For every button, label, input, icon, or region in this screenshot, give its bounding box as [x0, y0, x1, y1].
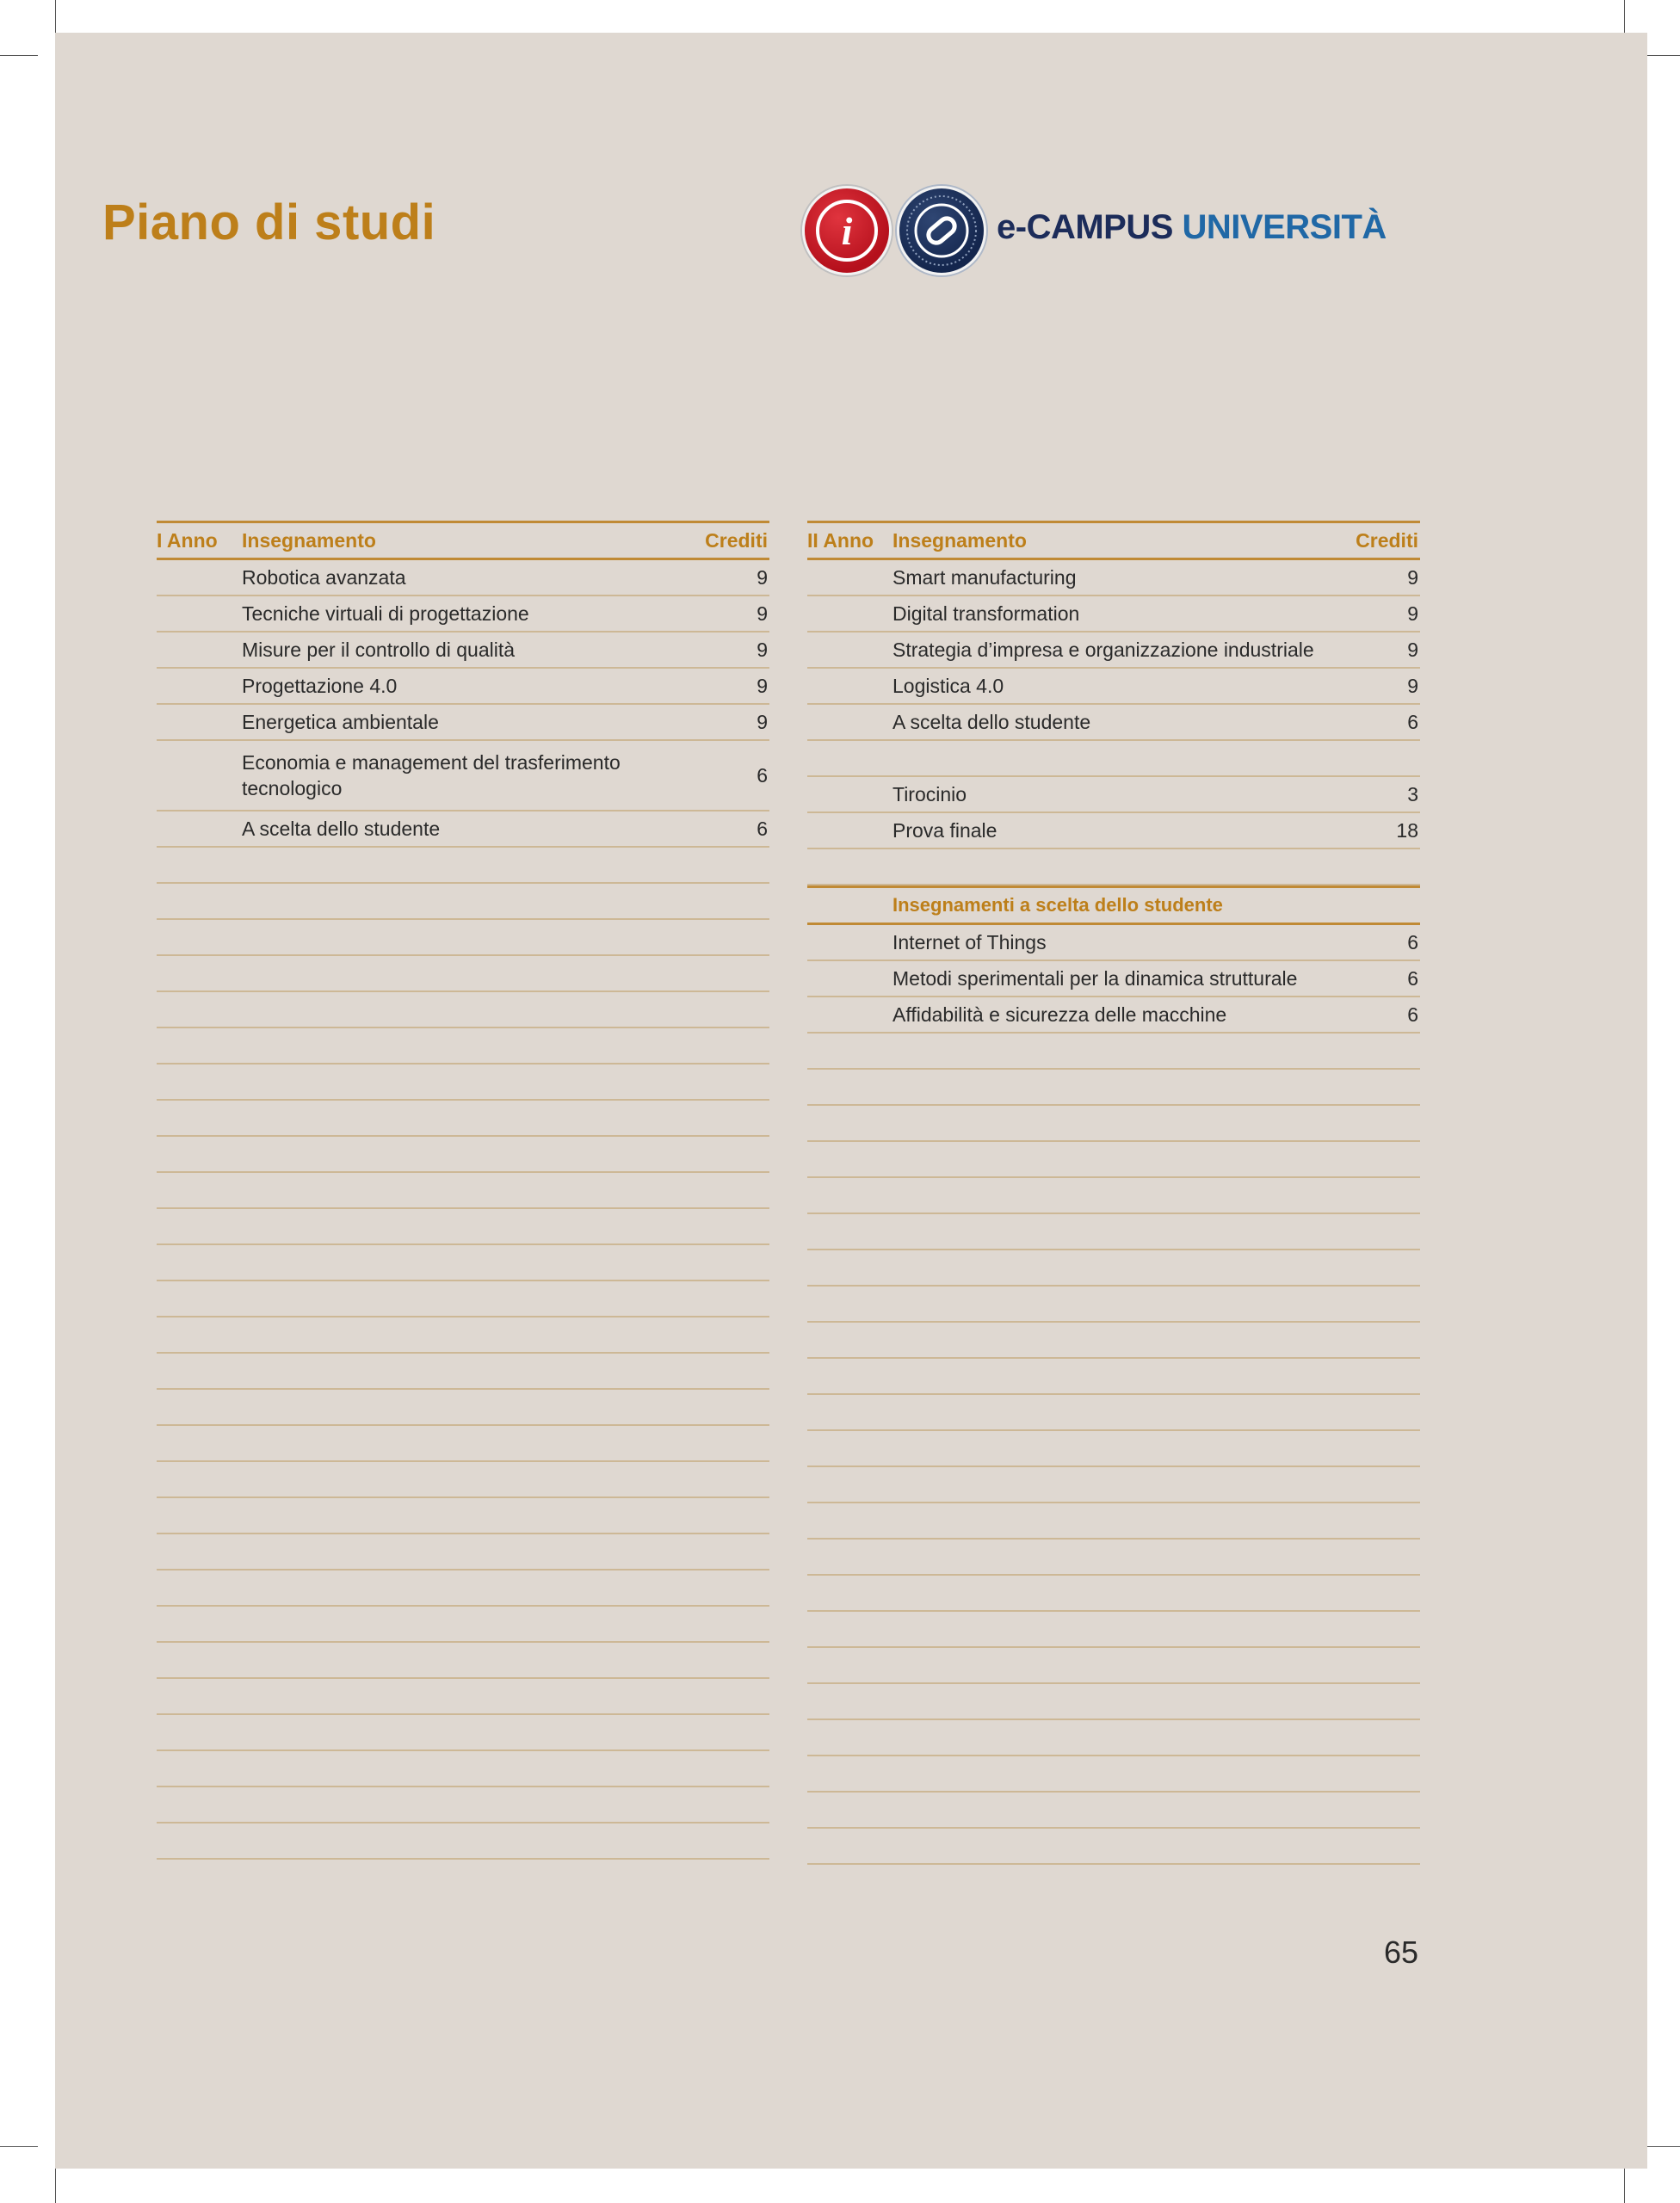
course-name: A scelta dello studente	[242, 818, 441, 840]
empty-row	[807, 849, 1420, 886]
course-credits: 18	[1396, 818, 1418, 842]
brand-wordmark	[997, 208, 1387, 247]
course-header: Insegnamento	[242, 529, 376, 552]
crop-mark	[0, 2146, 38, 2147]
empty-row	[157, 920, 769, 956]
year-label: II Anno	[807, 528, 874, 552]
empty-row	[807, 1323, 1420, 1359]
table-row	[807, 777, 1420, 813]
table-row	[157, 560, 769, 596]
table-row	[157, 705, 769, 741]
crop-mark	[1644, 2146, 1680, 2147]
empty-row	[807, 1214, 1420, 1250]
course-credits: 6	[1407, 930, 1418, 953]
table-row	[807, 633, 1420, 669]
course-credits: 9	[1407, 565, 1418, 589]
empty-row	[157, 1607, 769, 1643]
empty-row	[157, 848, 769, 884]
course-credits: 6	[1407, 710, 1418, 733]
course-name: Logistica 4.0	[892, 675, 1004, 697]
empty-row	[807, 1684, 1420, 1720]
year2-header	[807, 521, 1420, 560]
table-row	[157, 596, 769, 633]
empty-row	[157, 1209, 769, 1245]
course-name: Digital transformation	[892, 602, 1080, 625]
table-row	[807, 596, 1420, 633]
empty-row	[157, 1751, 769, 1787]
empty-row	[157, 1787, 769, 1823]
crop-mark	[1624, 0, 1625, 34]
course-credits: 6	[1407, 1003, 1418, 1026]
table-row	[157, 741, 769, 811]
course-name: Affidabilità e sicurezza delle macchine	[892, 1003, 1227, 1026]
year1-table	[157, 521, 769, 1860]
table-row	[807, 813, 1420, 849]
course-name: Metodi sperimentali per la dinamica strutturale	[892, 967, 1298, 990]
empty-rows	[807, 1034, 1420, 1865]
course-name: Internet of Things	[892, 931, 1047, 953]
empty-row	[157, 1064, 769, 1101]
empty-rows	[157, 848, 769, 1860]
course-credits: 9	[1407, 602, 1418, 625]
empty-row	[807, 1359, 1420, 1395]
empty-row	[807, 1431, 1420, 1467]
course-header: Insegnamento	[892, 529, 1027, 552]
course-credits: 9	[1407, 674, 1418, 697]
empty-row	[157, 1317, 769, 1354]
empty-row	[157, 992, 769, 1028]
empty-row	[157, 1534, 769, 1570]
credits-header: Crediti	[705, 528, 768, 552]
empty-row	[157, 1173, 769, 1209]
course-name: Tirocinio	[892, 783, 967, 805]
course-name: Prova finale	[892, 819, 998, 842]
credits-header: Crediti	[1356, 528, 1418, 552]
course-name: Progettazione 4.0	[242, 675, 398, 697]
course-credits: 9	[757, 565, 768, 589]
electives-title: Insegnamenti a scelta dello studente	[892, 894, 1223, 916]
table-row	[807, 961, 1420, 997]
table-row	[807, 669, 1420, 705]
course-credits: 9	[757, 638, 768, 661]
empty-row	[807, 1540, 1420, 1576]
empty-row	[157, 1390, 769, 1426]
course-credits: 9	[1407, 638, 1418, 661]
table-row	[807, 997, 1420, 1034]
course-credits: 9	[757, 674, 768, 697]
empty-row	[807, 1250, 1420, 1287]
course-credits: 3	[1407, 782, 1418, 805]
empty-row	[807, 1106, 1420, 1142]
course-credits: 6	[1407, 966, 1418, 990]
empty-row	[807, 1576, 1420, 1612]
university-seal-red-icon	[802, 186, 892, 275]
empty-row	[807, 1756, 1420, 1793]
empty-row	[157, 1101, 769, 1137]
svg-text:i: i	[841, 209, 853, 253]
university-seal-blue-icon	[897, 186, 986, 275]
course-name: Misure per il controllo di qualità	[242, 639, 516, 661]
table-row	[157, 811, 769, 848]
empty-row	[157, 1643, 769, 1679]
page-title: Piano di studi	[102, 194, 436, 250]
table-row	[157, 633, 769, 669]
table-row	[807, 560, 1420, 596]
empty-row	[807, 1467, 1420, 1503]
crop-mark	[0, 55, 38, 56]
empty-row	[807, 741, 1420, 777]
empty-row	[157, 1679, 769, 1715]
empty-row	[807, 1070, 1420, 1106]
empty-row	[157, 1245, 769, 1281]
brand-part1: e-CAMPUS	[997, 208, 1173, 246]
course-name: A scelta dello studente	[892, 711, 1091, 733]
crop-mark	[1624, 2169, 1625, 2203]
empty-row	[807, 1395, 1420, 1431]
empty-row	[157, 1462, 769, 1498]
brand-logos	[802, 182, 1422, 277]
empty-row	[157, 1137, 769, 1173]
year1-header	[157, 521, 769, 560]
crop-mark	[1644, 55, 1680, 56]
empty-row	[807, 1142, 1420, 1178]
course-credits: 6	[757, 763, 768, 787]
empty-row	[807, 1720, 1420, 1756]
empty-row	[807, 1503, 1420, 1540]
empty-row	[157, 1281, 769, 1317]
course-credits: 9	[757, 710, 768, 733]
page-number: 65	[1383, 1935, 1418, 1970]
empty-row	[157, 1426, 769, 1462]
electives-header	[807, 886, 1420, 925]
empty-row	[157, 1715, 769, 1751]
empty-row	[157, 1570, 769, 1607]
empty-row	[157, 1498, 769, 1534]
empty-row	[807, 1178, 1420, 1214]
empty-row	[157, 884, 769, 920]
empty-row	[157, 1028, 769, 1064]
course-name: Tecniche virtuali di progettazione	[242, 602, 529, 625]
course-name: Smart manufacturing	[892, 566, 1077, 589]
empty-row	[807, 1287, 1420, 1323]
table-row	[807, 705, 1420, 741]
empty-row	[807, 1034, 1420, 1070]
brand-part2: UNIVERSITÀ	[1182, 208, 1387, 246]
course-name: Strategia d’impresa e organizzazione industriale	[892, 639, 1314, 661]
empty-row	[157, 1354, 769, 1390]
empty-row	[807, 1829, 1420, 1865]
course-name: Economia e management del trasferimento tecnologico	[242, 751, 621, 799]
empty-row	[157, 956, 769, 992]
year-label: I Anno	[157, 528, 218, 552]
empty-row	[807, 1648, 1420, 1684]
crop-mark	[55, 0, 56, 34]
empty-row	[807, 1793, 1420, 1829]
empty-row	[807, 1612, 1420, 1648]
course-name: Robotica avanzata	[242, 566, 406, 589]
course-credits: 9	[757, 602, 768, 625]
empty-row	[157, 1823, 769, 1860]
course-credits: 6	[757, 817, 768, 840]
year2-table	[807, 521, 1420, 1865]
crop-mark	[55, 2169, 56, 2203]
table-row	[807, 925, 1420, 961]
table-row	[157, 669, 769, 705]
course-name: Energetica ambientale	[242, 711, 439, 733]
